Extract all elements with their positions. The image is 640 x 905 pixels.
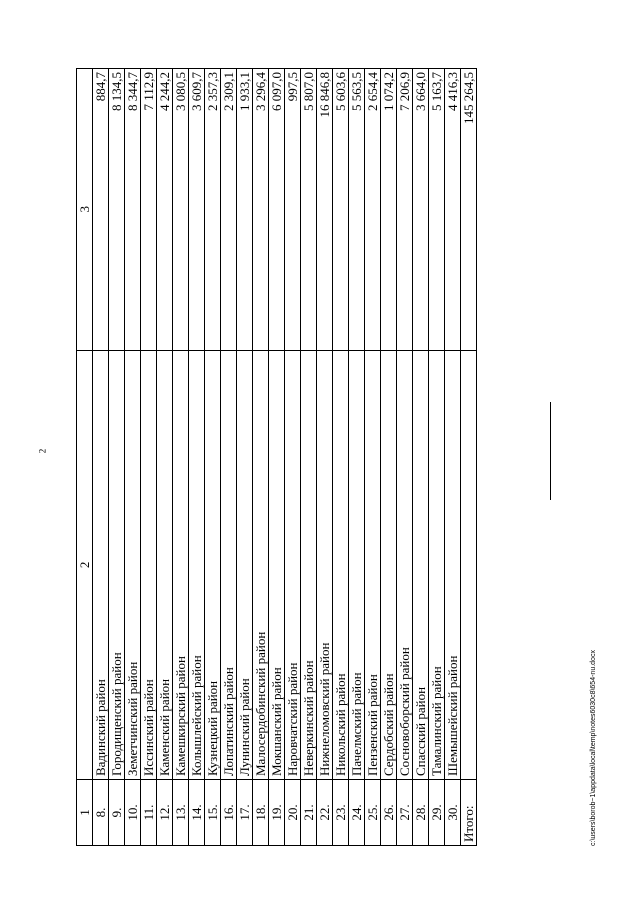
district-value: 3 664,0	[413, 69, 429, 351]
row-number: 30.	[445, 780, 461, 846]
row-number: 19.	[269, 780, 285, 846]
district-value: 5 563,5	[349, 69, 365, 351]
table-row	[157, 69, 173, 846]
district-name: Малосердобинский район	[253, 350, 269, 779]
table-row	[413, 69, 429, 846]
table-row	[317, 69, 333, 846]
row-number: 11.	[141, 780, 157, 846]
district-value: 2 654,4	[365, 69, 381, 351]
district-value: 2 309,1	[221, 69, 237, 351]
district-value: 3 080,5	[173, 69, 189, 351]
row-number: 18.	[253, 780, 269, 846]
row-number: 24.	[349, 780, 365, 846]
table-body	[93, 69, 461, 846]
row-number: 22.	[317, 780, 333, 846]
district-name: Сосновоборский район	[397, 350, 413, 779]
district-value: 4 416,3	[445, 69, 461, 351]
district-name: Лопатинский район	[221, 350, 237, 779]
district-name: Иссинский район	[141, 350, 157, 779]
table-row	[93, 69, 109, 846]
row-number: 13.	[173, 780, 189, 846]
separator-line	[550, 402, 551, 500]
table-row	[189, 69, 205, 846]
district-value: 997,5	[285, 69, 301, 351]
row-number: 16.	[221, 780, 237, 846]
district-name: Пачелмский район	[349, 350, 365, 779]
district-name: Сердобский район	[381, 350, 397, 779]
district-value: 4 244,2	[157, 69, 173, 351]
district-name: Земетчинский район	[125, 350, 141, 779]
row-number: 14.	[189, 780, 205, 846]
district-name: Кузнецкий район	[205, 350, 221, 779]
district-name: Шемышейский район	[445, 350, 461, 779]
table-row	[269, 69, 285, 846]
total-label: Итого:	[461, 780, 477, 846]
row-number: 26.	[381, 780, 397, 846]
table-row	[109, 69, 125, 846]
row-number: 25.	[365, 780, 381, 846]
table-row	[237, 69, 253, 846]
district-name: Вадинский район	[93, 350, 109, 779]
total-empty-cell	[461, 350, 477, 779]
table-header-row	[77, 69, 93, 846]
rotated-table-container	[76, 68, 531, 846]
district-value: 8 344,7	[125, 69, 141, 351]
district-value: 5 603,6	[333, 69, 349, 351]
row-number: 9.	[109, 780, 125, 846]
total-value: 145 264,5	[461, 69, 477, 351]
table-row	[301, 69, 317, 846]
district-value: 5 163,7	[429, 69, 445, 351]
district-name: Лунинский район	[237, 350, 253, 779]
district-name: Колышлейский район	[189, 350, 205, 779]
row-number: 20.	[285, 780, 301, 846]
table-total-row	[461, 69, 477, 846]
district-value: 2 357,3	[205, 69, 221, 351]
row-number: 10.	[125, 780, 141, 846]
district-name: Нижнеломовский район	[317, 350, 333, 779]
district-name: Тамалинский район	[429, 350, 445, 779]
district-value: 5 807,0	[301, 69, 317, 351]
row-number: 28.	[413, 780, 429, 846]
table-frame	[76, 68, 531, 846]
file-path-footer: c:\users\borob~1\appdata\local\temp\notes6030c8\654-nu.docx	[590, 650, 597, 846]
district-value: 8 134,5	[109, 69, 125, 351]
district-name: Каменский район	[157, 350, 173, 779]
row-number: 8.	[93, 780, 109, 846]
district-name: Неверкинский район	[301, 350, 317, 779]
district-name: Спасский район	[413, 350, 429, 779]
table-row	[333, 69, 349, 846]
table-row	[221, 69, 237, 846]
row-number: 21.	[301, 780, 317, 846]
table-row	[253, 69, 269, 846]
row-number: 23.	[333, 780, 349, 846]
table-row	[429, 69, 445, 846]
row-number: 29.	[429, 780, 445, 846]
header-col-3: 3	[77, 69, 93, 351]
allocation-table	[76, 68, 477, 846]
table-row	[285, 69, 301, 846]
table-row	[125, 69, 141, 846]
table-row	[205, 69, 221, 846]
district-name: Пензенский район	[365, 350, 381, 779]
table-row	[365, 69, 381, 846]
table-row	[445, 69, 461, 846]
district-value: 3 296,4	[253, 69, 269, 351]
district-name: Никольский район	[333, 350, 349, 779]
table-row	[141, 69, 157, 846]
district-value: 3 609,7	[189, 69, 205, 351]
district-value: 1 074,2	[381, 69, 397, 351]
district-name: Мокшанский район	[269, 350, 285, 779]
district-name: Городищенский район	[109, 350, 125, 779]
row-number: 15.	[205, 780, 221, 846]
district-name: Наровчатский район	[285, 350, 301, 779]
table-row	[349, 69, 365, 846]
table-row	[173, 69, 189, 846]
row-number: 12.	[157, 780, 173, 846]
district-value: 1 933,1	[237, 69, 253, 351]
district-value: 7 112,9	[141, 69, 157, 351]
header-col-1: 1	[77, 780, 93, 846]
district-value: 884,7	[93, 69, 109, 351]
header-col-2: 2	[77, 350, 93, 779]
page-number: 2	[37, 448, 48, 454]
row-number: 27.	[397, 780, 413, 846]
district-value: 7 206,9	[397, 69, 413, 351]
table-row	[397, 69, 413, 846]
table-row	[381, 69, 397, 846]
row-number: 17.	[237, 780, 253, 846]
district-name: Камешкирский район	[173, 350, 189, 779]
district-value: 6 097,0	[269, 69, 285, 351]
district-value: 16 846,8	[317, 69, 333, 351]
